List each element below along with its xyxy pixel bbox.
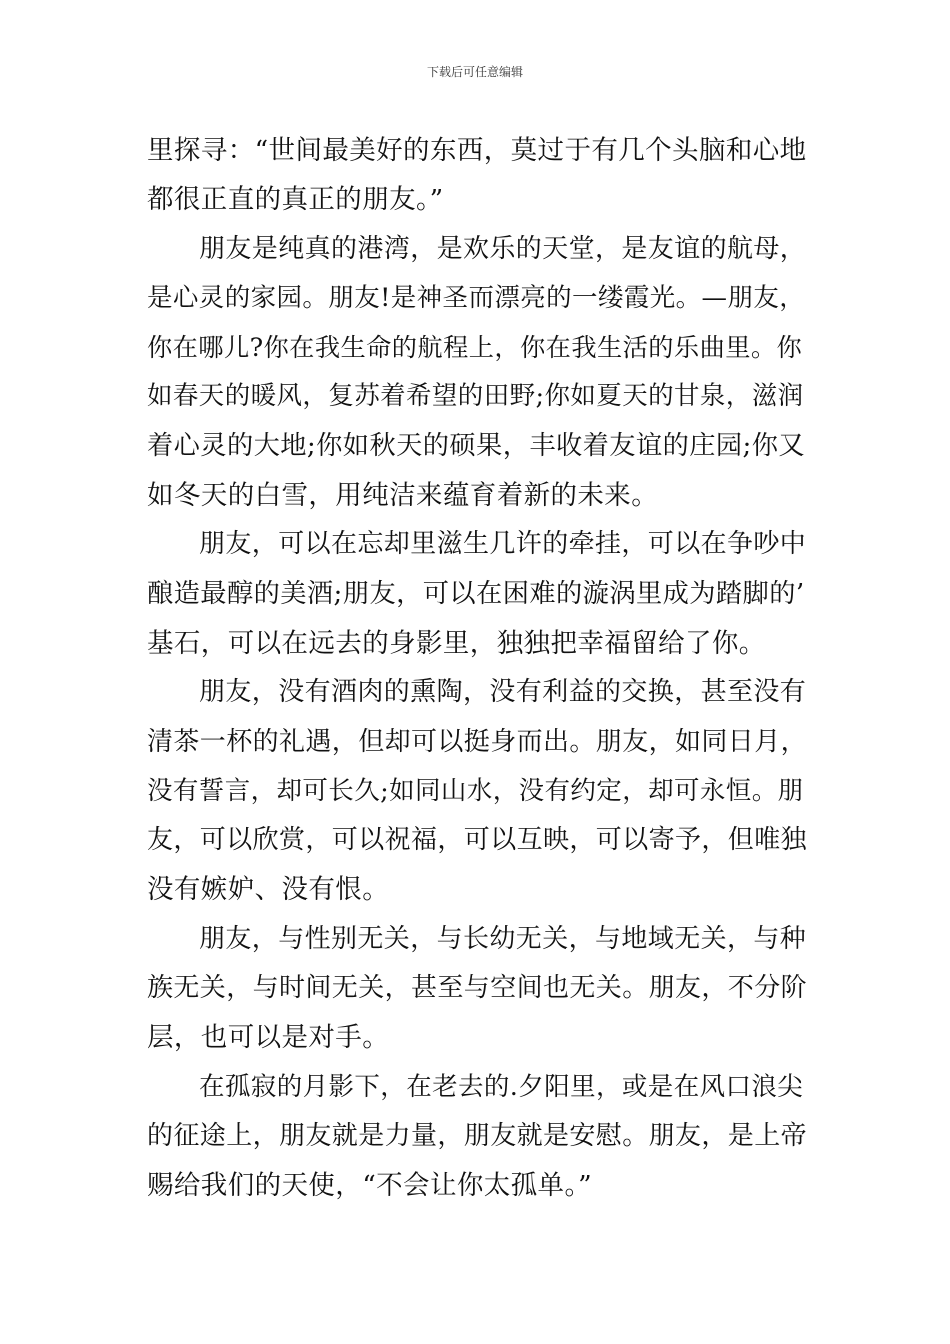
- text-line: 层，也可以是对手。: [147, 1022, 390, 1054]
- text-line: 友，可以欣赏，可以祝福，可以互映，可以寄予，但唯独: [147, 825, 808, 856]
- text-line: 朋友是纯真的港湾，是欢乐的天堂，是友谊的航母，: [199, 233, 807, 264]
- text-line: 朋友，没有酒肉的熏陶，没有利益的交换，甚至没有: [199, 677, 807, 708]
- text-line: 族无关，与时间无关，甚至与空间也无关。朋友，不分阶: [147, 973, 808, 1004]
- text-line: 里探寻：“世间最美好的东西，莫过于有几个头脑和心地: [147, 135, 807, 166]
- text-line: 如春天的暖风，复苏着希望的田野;你如夏天的甘泉，滋润: [147, 381, 804, 412]
- text-line: 没有嫉妒、没有恨。: [147, 874, 390, 906]
- text-line: 如冬天的白雪，用纯洁来蕴育着新的未来。: [147, 480, 659, 512]
- text-line: 都很正直的真正的朋友。”: [147, 184, 444, 216]
- text-line: 的征途上，朋友就是力量，朋友就是安慰。朋友，是上帝: [147, 1120, 808, 1151]
- text-line: 你在哪儿?你在我生命的航程上，你在我生活的乐曲里。你: [147, 333, 803, 363]
- body-text: [147, 126, 807, 1211]
- text-line: 基石，可以在远去的身影里，独独把幸福留给了你。: [147, 627, 766, 659]
- text-line: 酿造最醇的美酒;朋友，可以在困难的漩涡里成为踏脚的’: [147, 578, 805, 609]
- text-line: 清茶一杯的礼遇，但却可以挺身而出。朋友，如同日月，: [147, 726, 808, 757]
- text-line: 赐给我们的天使，“不会让你太孤单。”: [147, 1170, 593, 1202]
- text-line: 朋友，与性别无关，与长幼无关，与地域无关，与种: [199, 923, 807, 954]
- text-line: 朋友，可以在忘却里滋生几许的牵挂，可以在争吵中: [199, 529, 807, 560]
- text-line: 没有誓言，却可长久;如同山水，没有约定，却可永恒。朋: [147, 775, 804, 806]
- text-line: 着心灵的大地;你如秋天的硕果，丰收着友谊的庄园;你又: [147, 430, 806, 461]
- text-line: 在孤寂的月影下，在老去的.夕阳里，或是在风口浪尖: [199, 1071, 804, 1102]
- text-line: 是心灵的家园。朋友!是神圣而漂亮的一缕霞光。—朋友，: [147, 282, 806, 313]
- page-header: 下载后可任意编辑: [426, 65, 523, 79]
